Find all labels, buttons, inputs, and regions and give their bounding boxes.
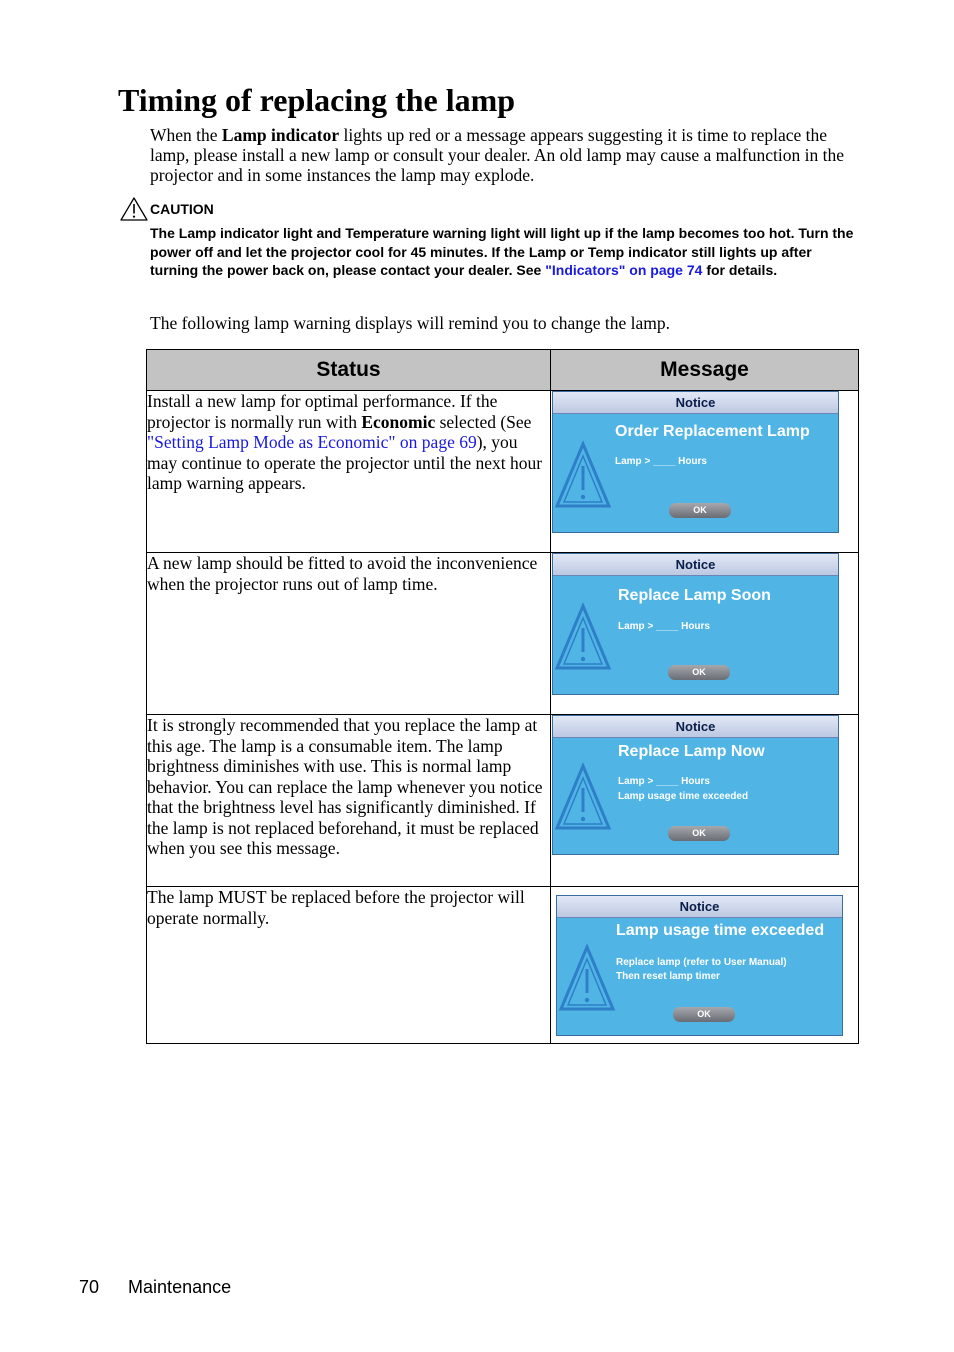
intro-bold-term: Lamp indicator bbox=[221, 125, 340, 145]
message-cell bbox=[551, 553, 859, 715]
warning-icon bbox=[553, 602, 613, 672]
message-cell bbox=[551, 887, 859, 1044]
page-number: 70 bbox=[79, 1277, 100, 1297]
notice-title: Replace Lamp Soon bbox=[618, 587, 771, 604]
header-status: Status bbox=[147, 350, 551, 391]
ok-button[interactable]: OK bbox=[668, 665, 730, 680]
status-text: Install a new lamp for optimal performance. If the projector is normally run with bbox=[147, 391, 498, 432]
message-cell bbox=[551, 715, 859, 887]
notice-body bbox=[557, 918, 842, 1035]
table-row bbox=[147, 887, 859, 1044]
notice-header: Notice bbox=[557, 896, 842, 918]
notice-line-1: Lamp > ____ Hours bbox=[618, 776, 710, 787]
caution-text-main: The Lamp indicator light and Temperature warning light will light up if the lamp becomes too hot. Turn the power off and let the projector cool for 45 minutes. If the Lamp or Temp indicator still lights up after turning the power back on, please contact your dealer. See bbox=[150, 225, 854, 278]
warning-triangle-icon bbox=[120, 197, 148, 221]
indicators-link[interactable]: "Indicators" on page 74 bbox=[545, 262, 703, 278]
table-row bbox=[147, 553, 859, 715]
caution-text bbox=[150, 224, 862, 280]
status-cell: A new lamp should be fitted to avoid the inconvenience when the projector runs out of lamp time. bbox=[147, 553, 551, 715]
status-cell: The lamp MUST be replaced before the projector will operate normally. bbox=[147, 887, 551, 1044]
intro-paragraph bbox=[150, 125, 860, 185]
notice-header: Notice bbox=[553, 716, 838, 738]
intro-text-1: When the bbox=[150, 125, 222, 145]
notice-dialog bbox=[556, 895, 843, 1036]
header-message: Message bbox=[551, 350, 859, 391]
notice-body bbox=[553, 576, 838, 694]
caution-label: CAUTION bbox=[150, 201, 214, 217]
economic-term: Economic bbox=[361, 411, 436, 432]
lamp-mode-link[interactable]: "Setting Lamp Mode as Economic" on page 69 bbox=[147, 432, 477, 452]
ok-button[interactable]: OK bbox=[668, 826, 730, 841]
message-cell bbox=[551, 391, 859, 553]
notice-header: Notice bbox=[553, 554, 838, 576]
caution-text-end: for details. bbox=[702, 262, 778, 278]
status-text: selected (See bbox=[435, 411, 532, 432]
notice-body bbox=[553, 414, 838, 532]
notice-body bbox=[553, 738, 838, 854]
status-cell: It is strongly recommended that you replace the lamp at this age. The lamp is a consumable item. The lamp brightness diminishes with use. This is normal lamp behavior. You can replace the lamp whenever you notice that the brightness level has significantly diminished. If the lamp is not replaced beforehand, it must be replaced when you see this message. bbox=[147, 715, 551, 887]
page-footer bbox=[79, 1277, 231, 1298]
notice-title: Lamp usage time exceeded bbox=[616, 922, 825, 939]
warning-icon bbox=[553, 762, 613, 832]
notice-line-1: Lamp > ____ Hours bbox=[615, 456, 707, 467]
ok-button[interactable]: OK bbox=[669, 503, 731, 518]
table-header-row bbox=[147, 350, 859, 391]
warning-icon bbox=[553, 440, 613, 510]
page-title: Timing of replacing the lamp bbox=[118, 82, 516, 118]
notice-dialog bbox=[552, 391, 839, 533]
ok-button[interactable]: OK bbox=[673, 1007, 735, 1022]
notice-title: Order Replacement Lamp bbox=[615, 423, 810, 440]
intro-text-2: lights up red or a message appears suggesting it is time to replace the lamp, please install a new lamp or consult your dealer. An old lamp may cause a malfunction in the projector and in some instances the lamp may explode. bbox=[150, 125, 844, 185]
footer-section: Maintenance bbox=[128, 1277, 232, 1297]
notice-line-2: Then reset lamp timer bbox=[616, 971, 720, 982]
notice-dialog bbox=[552, 553, 839, 695]
caution-heading bbox=[120, 197, 214, 221]
notice-header: Notice bbox=[553, 392, 838, 414]
notice-line-1: Lamp > ____ Hours bbox=[618, 621, 710, 632]
status-text: ), you may continue to operate the projector until the next hour lamp warning appears. bbox=[147, 432, 543, 493]
status-cell bbox=[147, 391, 551, 553]
notice-line-2: Lamp usage time exceeded bbox=[618, 791, 749, 802]
notice-title: Replace Lamp Now bbox=[618, 743, 765, 760]
table-row bbox=[147, 715, 859, 887]
table-row bbox=[147, 391, 859, 553]
notice-line-1: Replace lamp (refer to User Manual) bbox=[616, 957, 787, 968]
warning-icon bbox=[557, 943, 617, 1013]
following-text: The following lamp warning displays will remind you to change the lamp. bbox=[150, 313, 671, 333]
lamp-warning-table bbox=[146, 349, 859, 1044]
notice-dialog bbox=[552, 715, 839, 855]
